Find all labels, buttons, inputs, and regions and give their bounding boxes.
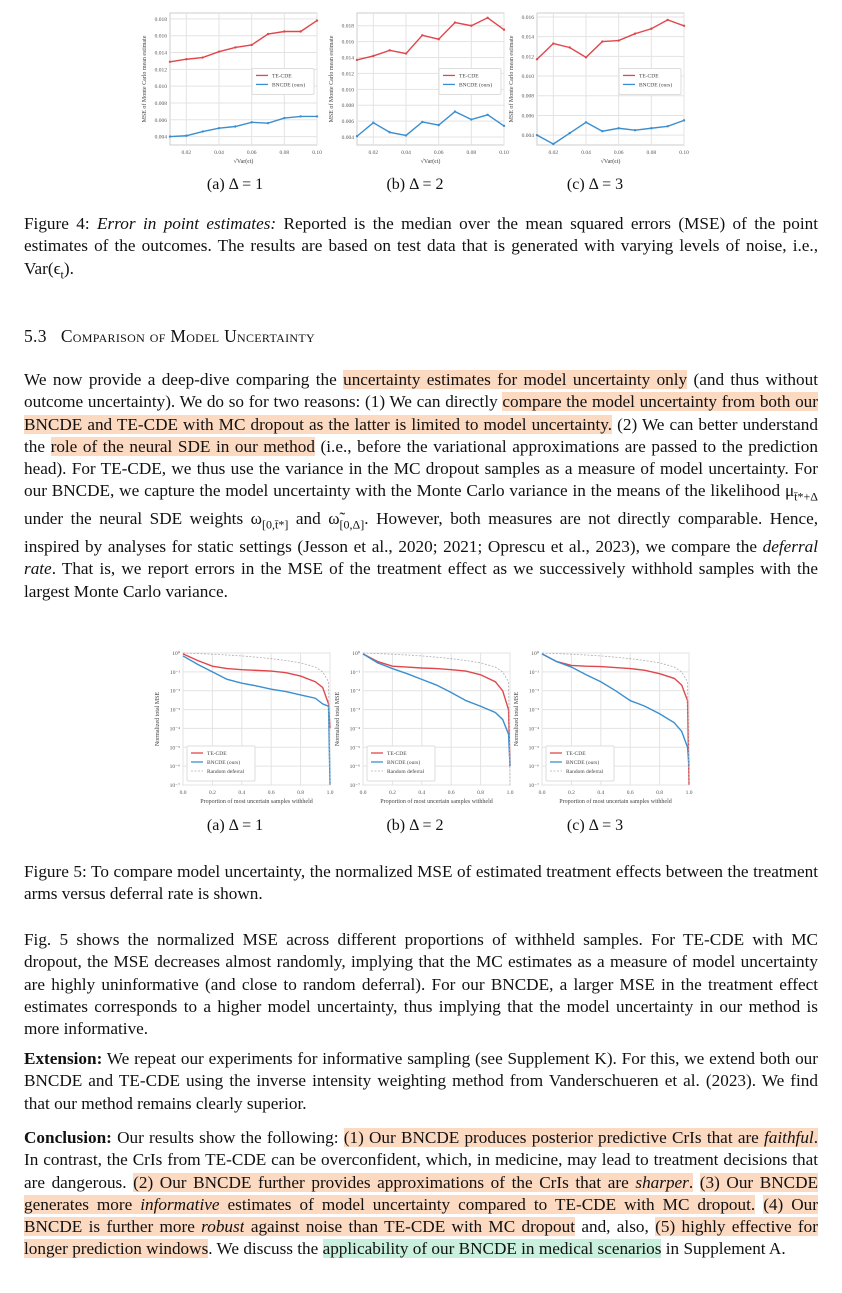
figure5-caption — [24, 861, 818, 906]
x-tick-label: 0.8 — [656, 790, 664, 796]
y-tick-label: 10⁻⁵ — [528, 745, 539, 752]
y-tick-label: 0.012 — [154, 67, 167, 74]
text-segment: Fig. 5 shows the normalized MSE across different proportions of withheld samples. For TE-CDE with MC dropout, the MSE decreases almost randomly, implying that the MC estimates as a measure of model uncertainty are highly uninformative (and close to random deferral). For our BNCDE, a larger MSE in the treatment effect estimates corresponds to a higher model uncertainty, thus implying that the model uncertainty in our method is more informative. — [24, 930, 818, 1039]
section-number: 5.3 — [24, 326, 47, 346]
highlighted-text-green: applicability of our BNCDE in medical scenarios — [322, 1239, 662, 1259]
data-point — [234, 125, 236, 127]
paragraph-model-uncertainty — [24, 369, 818, 603]
x-tick-label: 0.4 — [418, 790, 426, 796]
highlighted-text: role of the neural SDE in our method — [50, 436, 315, 456]
highlighted-text: estimates of model uncertainty compared to TE-CDE with MC dropout. — [219, 1194, 756, 1214]
y-tick-label: 0.006 — [154, 117, 167, 124]
section-heading — [24, 326, 315, 347]
figure4-chart-b — [312, 5, 512, 178]
data-point — [470, 118, 472, 120]
figure5-subcaption-a: (a) Δ = 1 — [206, 817, 264, 834]
x-axis-label: Proportion of most uncertain samples withheld — [559, 799, 672, 805]
text-segment: . We discuss the — [208, 1239, 323, 1259]
y-tick-label: 0.008 — [521, 93, 534, 100]
highlighted-text: (3) Our BNCDE generates more — [24, 1172, 818, 1214]
y-tick-label: 0.014 — [154, 50, 167, 57]
data-point — [568, 46, 570, 48]
highlighted-text: (4) Our BNCDE is further more — [24, 1194, 818, 1237]
x-tick-label: 0.02 — [181, 150, 192, 156]
x-tick-label: 0.4 — [597, 790, 605, 796]
data-point — [650, 28, 652, 30]
y-tick-label: 0.012 — [521, 54, 534, 61]
legend — [546, 746, 614, 781]
paragraph-fig5-discussion — [24, 929, 818, 1040]
text-segment: In contrast, the CrIs from TE-CDE can be overconfident, which, in medicine, may lead to treatment decisions that are dangerous. — [24, 1150, 818, 1192]
legend-label: Random deferral — [207, 769, 245, 775]
figure4-subcaption-b: (b) Δ = 2 — [386, 176, 444, 193]
paragraph-extension — [24, 1048, 818, 1115]
data-point — [185, 58, 187, 60]
data-point — [201, 56, 203, 58]
text-segment: (and thus without outcome uncertainty). We do so for two reasons: (1) We can directly — [24, 370, 818, 412]
x-tick-label: 0.6 — [447, 790, 455, 796]
y-tick-label: 0.004 — [154, 134, 167, 141]
data-point — [299, 30, 301, 32]
x-tick-label: 0.04 — [581, 150, 591, 156]
x-tick-label: 0.0 — [179, 790, 187, 796]
data-point — [568, 132, 570, 134]
x-tick-label: 0.10 — [679, 150, 689, 156]
highlighted-text: faithful — [764, 1128, 814, 1147]
data-point — [356, 135, 358, 137]
y-tick-label: 0.018 — [341, 23, 354, 30]
y-tick-label: 10⁻³ — [528, 707, 539, 714]
figure4-chart-c — [492, 5, 692, 178]
legend-label: BNCDE (ours) — [639, 82, 673, 89]
legend-label: BNCDE (ours) — [272, 82, 306, 89]
x-tick-label: 1.0 — [685, 790, 693, 796]
chart-svg — [125, 5, 325, 173]
data-point — [617, 127, 619, 129]
data-point — [388, 131, 390, 133]
text-segment: Our results show the following: — [111, 1128, 344, 1147]
data-point — [388, 49, 390, 51]
x-tick-label: 0.10 — [499, 150, 509, 156]
data-point — [201, 130, 203, 132]
highlighted-text: (1) Our BNCDE produces posterior predictive CrIs that are — [343, 1128, 765, 1147]
x-tick-label: 0.8 — [477, 790, 485, 796]
y-tick-label: 10⁻⁷ — [349, 783, 360, 789]
y-tick-label: 10⁻⁴ — [169, 726, 180, 733]
text-segment: [0,Δ] — [339, 517, 365, 532]
chart-svg — [497, 645, 697, 813]
y-tick-label: 10⁻⁶ — [528, 764, 539, 771]
data-point — [650, 127, 652, 129]
text-segment: . However, both measures are not directly comparable. Hence, inspired by analyses for static settings (Jesson et al., 2020; 2021; Oprescu et al., 2023), we compare the — [24, 509, 818, 556]
x-tick-label: 0.2 — [208, 790, 216, 796]
y-axis-label: Normalized total MSE — [514, 691, 520, 747]
x-tick-label: 0.06 — [613, 150, 624, 156]
data-point — [372, 55, 374, 57]
data-point — [454, 21, 456, 23]
text-segment: Reported is the median over the mean squared errors (MSE) of the point estimates of the outcomes. The results are based on test data that is generated with varying levels of noise, i.e., Var(ϵ — [24, 214, 818, 278]
highlighted-text: compare the model uncertainty from both our BNCDE and TE-CDE with MC dropout as the latter is limited to model uncertainty. — [24, 392, 818, 434]
highlighted-text: informative — [140, 1194, 220, 1214]
legend — [367, 746, 435, 781]
y-tick-label: 0.006 — [341, 119, 354, 126]
x-tick-label: 0.0 — [538, 790, 546, 796]
text-segment: Error in point estimates: — [97, 214, 277, 233]
data-point — [356, 59, 358, 61]
figure4-caption — [24, 213, 818, 285]
figure5-subcaption-b: (b) Δ = 2 — [386, 817, 444, 834]
data-point — [683, 25, 685, 27]
chart-svg — [492, 5, 692, 173]
x-axis-label: Proportion of most uncertain samples withheld — [380, 799, 493, 805]
figure5-chart-a — [138, 645, 338, 818]
y-axis-label: Normalized total MSE — [155, 691, 161, 747]
x-axis-label: √Var(ϵt) — [233, 159, 254, 165]
x-axis-label: Proportion of most uncertain samples withheld — [200, 799, 313, 805]
chart-svg — [312, 5, 512, 173]
data-point — [486, 17, 488, 19]
y-tick-label: 0.016 — [154, 33, 167, 40]
legend-box — [619, 68, 681, 94]
paragraph-conclusion — [24, 1127, 818, 1261]
data-point — [666, 125, 668, 127]
text-segment — [693, 1173, 700, 1192]
legend-label: BNCDE (ours) — [387, 760, 421, 766]
x-axis-label: √Var(ϵt) — [600, 159, 621, 165]
y-tick-label: 0.010 — [154, 84, 167, 91]
x-tick-label: 0.4 — [238, 790, 246, 796]
highlighted-text: robust — [201, 1217, 245, 1237]
y-tick-label: 0.006 — [521, 113, 534, 120]
y-axis-label: MSE of Monte Carlo mean estimate — [329, 35, 335, 123]
data-point — [437, 38, 439, 40]
text-segment: . That is, we report errors in the MSE of the treatment effect as we successively withhold samples with the largest Monte Carlo variance. — [24, 559, 818, 601]
data-point — [185, 135, 187, 137]
x-tick-label: 0.06 — [433, 150, 444, 156]
highlighted-text: sharper — [635, 1172, 689, 1192]
text-segment: ). — [63, 258, 74, 278]
legend-label: Random deferral — [566, 769, 604, 775]
x-tick-label: 0.04 — [401, 150, 411, 156]
figure4-chart-a — [125, 5, 325, 178]
data-point — [169, 135, 171, 137]
figure5-subcaption-c: (c) Δ = 3 — [566, 817, 624, 834]
y-axis-label: MSE of Monte Carlo mean estimate — [142, 35, 148, 123]
y-tick-label: 10⁻³ — [349, 707, 360, 714]
text-segment: Conclusion: — [24, 1128, 112, 1147]
legend-label: BNCDE (ours) — [566, 760, 600, 766]
data-point — [536, 134, 538, 136]
data-point — [250, 121, 252, 123]
text-segment: deferral rate — [24, 536, 818, 579]
y-tick-label: 0.004 — [521, 133, 534, 140]
data-point — [617, 39, 619, 41]
y-tick-label: 10⁰ — [531, 651, 539, 657]
data-point — [267, 33, 269, 35]
y-tick-label: 10⁰ — [172, 651, 180, 657]
x-axis-label: √Var(ϵt) — [420, 159, 441, 165]
x-tick-label: 0.2 — [388, 790, 396, 796]
text-segment: (2) We can better understand the — [24, 414, 818, 456]
y-tick-label: 0.014 — [341, 55, 354, 62]
data-point — [683, 119, 685, 121]
data-point — [601, 130, 603, 132]
y-tick-label: 10⁻⁵ — [349, 745, 360, 752]
data-point — [552, 42, 554, 44]
x-tick-label: 1.0 — [506, 790, 514, 796]
y-tick-label: 10⁻⁴ — [349, 726, 360, 733]
text-segment: and, also, — [575, 1217, 656, 1237]
x-tick-label: 0.10 — [312, 150, 322, 156]
legend — [187, 746, 255, 781]
legend-label: TE-CDE — [387, 751, 407, 757]
y-tick-label: 10⁻⁵ — [169, 745, 180, 752]
data-point — [585, 121, 587, 123]
data-point — [299, 115, 301, 117]
y-tick-label: 10⁻² — [169, 688, 180, 695]
text-segment: (i.e., before the variational approximations are passed to the prediction head). For TE-CDE, we thus use the variance in the MC dropout samples as a measure of model uncertainty. For our BNCDE, we capture the model uncertainty with the Monte Carlo variance in the means of the likelihood μ — [24, 436, 818, 501]
legend-label: Random deferral — [387, 769, 425, 775]
text-segment: t̄*+Δ — [794, 489, 818, 504]
data-point — [218, 50, 220, 52]
y-tick-label: 10⁻⁶ — [349, 764, 360, 771]
y-tick-label: 10⁰ — [352, 651, 360, 657]
legend-label: BNCDE (ours) — [459, 82, 493, 89]
text-segment: t — [60, 267, 64, 282]
text-segment: Figure 4: — [24, 214, 98, 233]
highlighted-text: . — [688, 1172, 694, 1192]
y-tick-label: 10⁻¹ — [528, 669, 539, 676]
y-tick-label: 10⁻⁴ — [528, 726, 539, 733]
highlighted-text: . — [813, 1128, 818, 1147]
data-point — [634, 32, 636, 34]
data-point — [405, 52, 407, 54]
legend-label: TE-CDE — [566, 751, 586, 757]
data-point — [454, 110, 456, 112]
text-segment — [755, 1195, 763, 1214]
y-tick-label: 10⁻⁷ — [528, 783, 539, 789]
y-tick-label: 10⁻² — [349, 688, 360, 695]
data-point — [421, 34, 423, 36]
x-tick-label: 0.06 — [246, 150, 257, 156]
chart-svg — [138, 645, 338, 813]
x-tick-label: 0.08 — [279, 150, 290, 156]
text-segment: Figure 5: To compare model uncertainty, the normalized MSE of estimated treatment effects between the treatment arms versus deferral rate is shown. — [24, 862, 818, 904]
y-tick-label: 10⁻¹ — [169, 669, 180, 676]
figure4-subcaption-c: (c) Δ = 3 — [566, 176, 624, 193]
legend-label: TE-CDE — [272, 73, 292, 80]
data-point — [405, 134, 407, 136]
highlighted-text: (5) highly effective for longer prediction windows — [24, 1217, 818, 1259]
x-tick-label: 0.8 — [297, 790, 305, 796]
x-tick-label: 0.02 — [368, 150, 379, 156]
data-point — [169, 61, 171, 63]
y-tick-label: 0.010 — [521, 74, 534, 81]
y-tick-label: 10⁻¹ — [349, 669, 360, 676]
x-tick-label: 1.0 — [326, 790, 334, 796]
y-tick-label: 0.004 — [341, 135, 354, 142]
legend — [252, 68, 314, 94]
data-point — [283, 117, 285, 119]
text-segment: [0,t̄*] — [262, 517, 289, 532]
x-tick-label: 0.08 — [646, 150, 657, 156]
data-point — [536, 58, 538, 60]
y-tick-label: 0.008 — [341, 103, 354, 110]
y-tick-label: 0.018 — [154, 16, 167, 23]
legend-label: TE-CDE — [459, 73, 479, 80]
figure5-chart-c — [497, 645, 697, 818]
y-axis-label: Normalized total MSE — [335, 691, 341, 747]
legend-label: BNCDE (ours) — [207, 760, 241, 766]
data-point — [470, 25, 472, 27]
highlighted-text: (2) Our BNCDE further provides approximations of the CrIs that are — [133, 1172, 636, 1192]
figure4-subcaption-a: (a) Δ = 1 — [206, 176, 264, 193]
data-point — [486, 114, 488, 116]
y-tick-label: 10⁻³ — [169, 707, 180, 714]
x-tick-label: 0.08 — [466, 150, 477, 156]
chart-svg — [318, 645, 518, 813]
data-point — [634, 129, 636, 131]
legend — [619, 68, 681, 94]
data-point — [267, 122, 269, 124]
data-point — [250, 44, 252, 46]
x-tick-label: 0.6 — [267, 790, 275, 796]
data-point — [585, 56, 587, 58]
y-axis-label: MSE of Monte Carlo mean estimate — [509, 35, 515, 123]
data-point — [234, 46, 236, 48]
text-segment: We now provide a deep-dive comparing the — [24, 370, 344, 389]
x-tick-label: 0.02 — [548, 150, 559, 156]
y-tick-label: 0.014 — [521, 34, 534, 41]
y-tick-label: 10⁻⁷ — [169, 783, 180, 789]
data-point — [666, 19, 668, 21]
data-point — [218, 127, 220, 129]
y-tick-label: 0.010 — [341, 87, 354, 94]
text-segment: We repeat our experiments for informative sampling (see Supplement K). For this, we extend both our BNCDE and TE-CDE using the inverse intensity weighting method from Vanderschueren et al. (2023). We find that our method remains clearly superior. — [24, 1049, 818, 1113]
legend-label: TE-CDE — [207, 751, 227, 757]
legend-box — [252, 68, 314, 94]
data-point — [601, 40, 603, 42]
x-tick-label: 0.6 — [626, 790, 634, 796]
y-tick-label: 0.016 — [521, 14, 534, 21]
text-segment: and ω̃ — [288, 509, 340, 529]
y-tick-label: 0.016 — [341, 39, 354, 46]
data-point — [552, 143, 554, 145]
y-tick-label: 10⁻² — [528, 688, 539, 695]
text-segment: under the neural SDE weights ω — [24, 509, 262, 529]
y-tick-label: 10⁻⁶ — [169, 764, 180, 771]
highlighted-text: uncertainty estimates for model uncertainty only — [343, 370, 688, 389]
text-segment: in Supplement A. — [661, 1239, 786, 1259]
data-point — [372, 122, 374, 124]
x-tick-label: 0.2 — [567, 790, 575, 796]
x-tick-label: 0.04 — [214, 150, 224, 156]
figure5-chart-b — [318, 645, 518, 818]
y-tick-label: 0.012 — [341, 71, 354, 78]
x-tick-label: 0.0 — [359, 790, 367, 796]
data-point — [421, 121, 423, 123]
data-point — [283, 30, 285, 32]
text-segment: Extension: — [24, 1049, 103, 1068]
y-tick-label: 0.008 — [154, 100, 167, 107]
highlighted-text: against noise than TE-CDE with MC dropout — [244, 1217, 575, 1237]
section-title: Comparison of Model Uncertainty — [60, 326, 315, 346]
data-point — [437, 124, 439, 126]
legend-label: TE-CDE — [639, 73, 659, 80]
